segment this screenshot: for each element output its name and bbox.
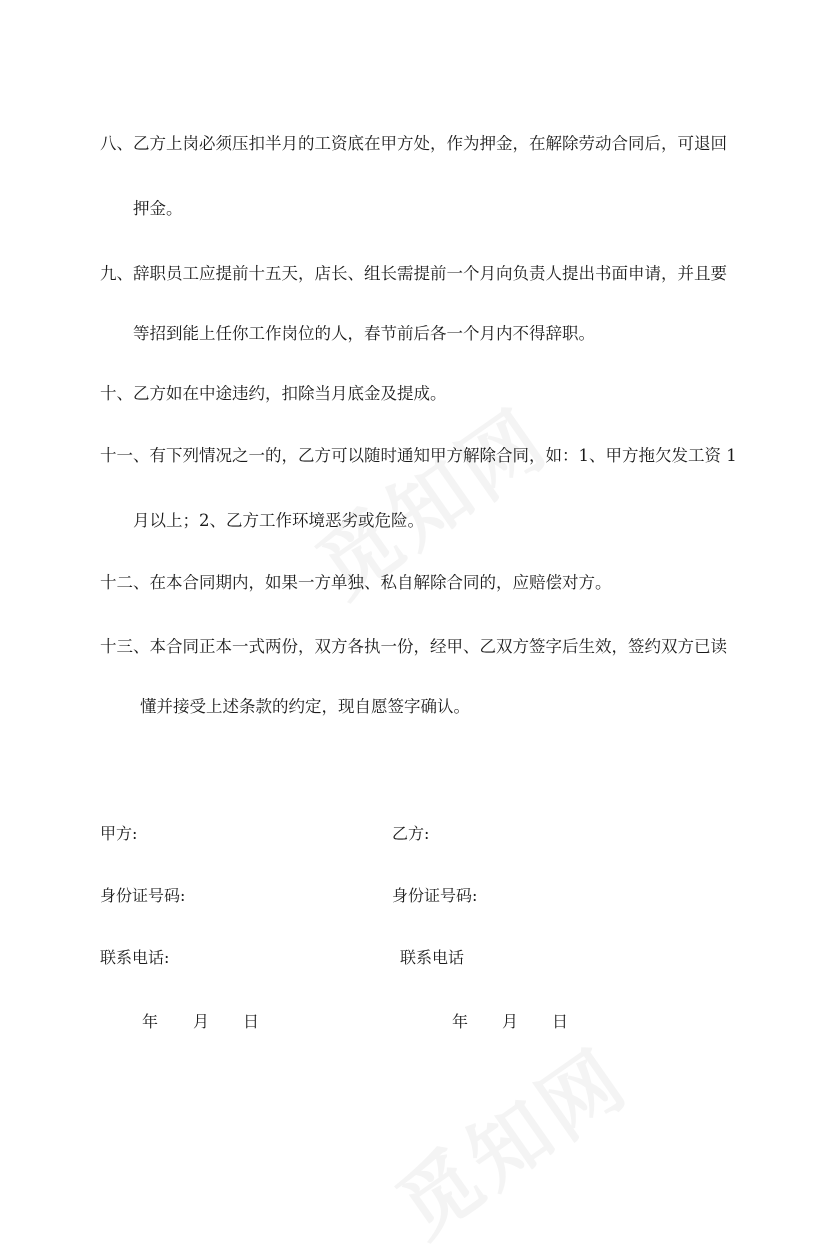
party-b-date-day: 日: [552, 1012, 569, 1031]
clause-8-line-2: 押金。: [133, 199, 183, 218]
party-b-phone-label: 联系电话: [400, 948, 465, 967]
party-a-phone-label: 联系电话:: [100, 948, 170, 967]
party-a-date-year: 年: [142, 1012, 159, 1031]
clause-13-line-1: 十三、本合同正本一式两份，双方各执一份，经甲、乙双方签字后生效，签约双方已读: [100, 637, 727, 656]
clause-8-line-1: 八、乙方上岗必须压扣半月的工资底在甲方处，作为押金，在解除劳动合同后，可退回: [100, 134, 727, 153]
clause-11-line-1: 十一、有下列情况之一的，乙方可以随时通知甲方解除合同，如：1、甲方拖欠发工资 1: [100, 446, 737, 465]
party-a-date-day: 日: [243, 1012, 260, 1031]
party-b-id-label: 身份证号码:: [392, 886, 478, 905]
clause-11-line-2: 月以上；2、乙方工作环境恶劣或危险。: [133, 511, 424, 530]
clause-13-line-2: 懂并接受上述条款的约定，现自愿签字确认。: [140, 697, 470, 716]
watermark: [370, 1016, 647, 1258]
party-b-date-month: 月: [502, 1012, 519, 1031]
clause-12: 十二、在本合同期内，如果一方单独、私自解除合同的，应赔偿对方。: [100, 573, 612, 592]
party-b-date-year: 年: [452, 1012, 469, 1031]
party-b-name-label: 乙方:: [392, 824, 430, 843]
clause-10: 十、乙方如在中途违约，扣除当月底金及提成。: [100, 384, 447, 403]
party-a-id-label: 身份证号码:: [100, 886, 186, 905]
clause-9-line-2: 等招到能上任你工作岗位的人，春节前后各一个月内不得辞职。: [133, 324, 595, 343]
party-a-date-month: 月: [193, 1012, 210, 1031]
party-a-name-label: 甲方:: [100, 824, 138, 843]
clause-9-line-1: 九、辞职员工应提前十五天，店长、组长需提前一个月向负责人提出书面申请，并且要: [100, 264, 727, 283]
